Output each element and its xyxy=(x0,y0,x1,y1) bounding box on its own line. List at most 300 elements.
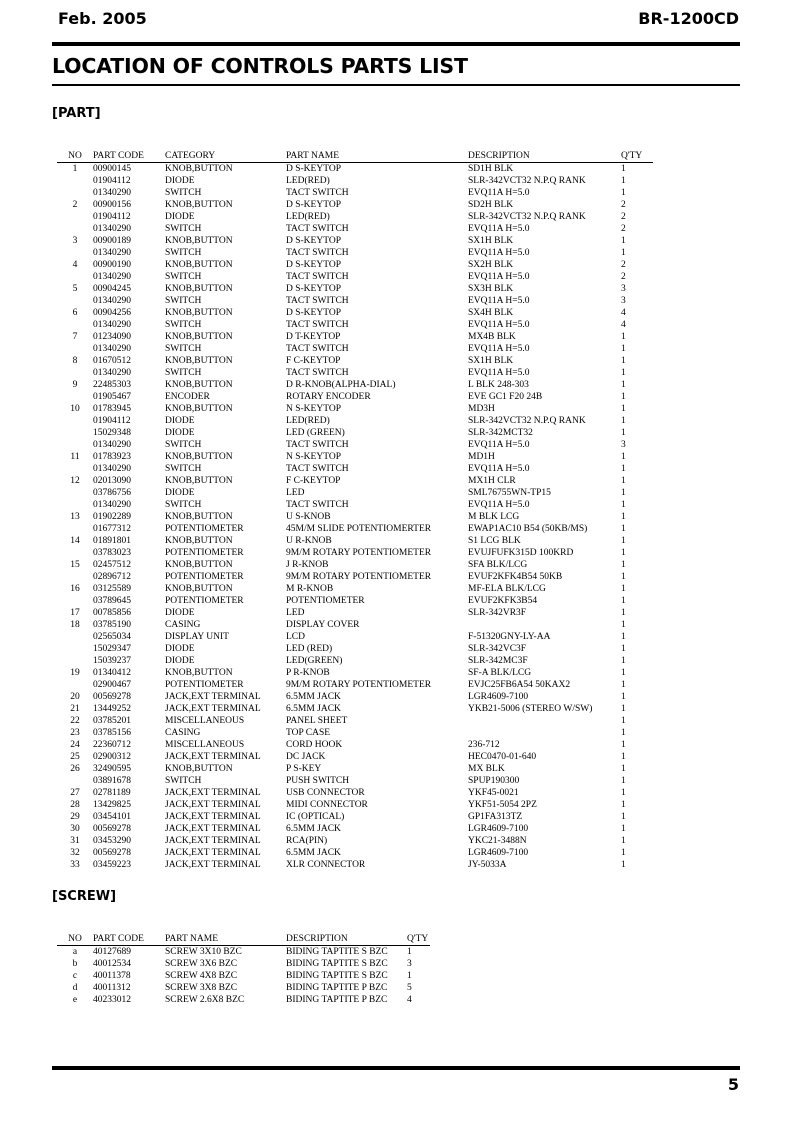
table-row xyxy=(57,763,653,775)
part-code: 00785856 xyxy=(93,608,131,618)
part-name: PUSH SWITCH xyxy=(286,776,350,786)
table-row xyxy=(57,970,430,982)
screw-table-header xyxy=(57,933,430,946)
category: KNOB,BUTTON xyxy=(165,512,233,522)
qty: 1 xyxy=(621,668,626,678)
qty: 1 xyxy=(621,836,626,846)
table-row xyxy=(57,994,430,1006)
description: SLR-342MC3F xyxy=(468,656,528,666)
qty: 1 xyxy=(621,752,626,762)
table-row xyxy=(57,211,653,223)
part-code: 40233012 xyxy=(93,995,131,1005)
category: POTENTIOMETER xyxy=(165,548,244,558)
description: EWAP1AC10 B54 (50KB/MS) xyxy=(468,524,588,534)
description: SF-A BLK/LCG xyxy=(468,668,532,678)
table-row xyxy=(57,499,653,511)
description: BIDING TAPTITE P BZC xyxy=(286,983,388,993)
qty: 3 xyxy=(621,284,626,294)
description: M BLK LCG xyxy=(468,512,520,522)
part-code: 01340290 xyxy=(93,344,131,354)
qty: 1 xyxy=(621,764,626,774)
row-no: 14 xyxy=(70,536,80,546)
table-row xyxy=(57,823,653,835)
table-row xyxy=(57,631,653,643)
category: KNOB,BUTTON xyxy=(165,200,233,210)
part-name: LCD xyxy=(286,632,305,642)
table-row xyxy=(57,403,653,415)
part-name: RCA(PIN) xyxy=(286,836,328,846)
part-name: U S-KNOB xyxy=(286,512,331,522)
table-row xyxy=(57,691,653,703)
column-header: PART NAME xyxy=(165,933,286,946)
table-row xyxy=(57,163,653,176)
table-row xyxy=(57,655,653,667)
row-no: e xyxy=(72,995,78,1005)
part-code: 01340290 xyxy=(93,440,131,450)
description: EVQ11A H=5.0 xyxy=(468,248,530,258)
category: JACK,EXT TERMINAL xyxy=(165,788,261,798)
qty: 1 xyxy=(621,608,626,618)
part-name: USB CONNECTOR xyxy=(286,788,365,798)
category: KNOB,BUTTON xyxy=(165,668,233,678)
category: SWITCH xyxy=(165,368,202,378)
category: KNOB,BUTTON xyxy=(165,452,233,462)
part-code: 40012534 xyxy=(93,959,131,969)
part-name: 9M/M ROTARY POTENTIOMETER xyxy=(286,572,432,582)
category: JACK,EXT TERMINAL xyxy=(165,848,261,858)
category: DIODE xyxy=(165,656,195,666)
table-row xyxy=(57,175,653,187)
table-row xyxy=(57,679,653,691)
part-code: 15029348 xyxy=(93,428,131,438)
table-row xyxy=(57,619,653,631)
row-no xyxy=(57,223,93,235)
row-no xyxy=(57,295,93,307)
qty: 1 xyxy=(621,512,626,522)
table-row xyxy=(57,751,653,763)
part-name: 6.5MM JACK xyxy=(286,692,341,702)
description: EVQ11A H=5.0 xyxy=(468,344,530,354)
part-name: N S-KEYTOP xyxy=(286,452,341,462)
table-row xyxy=(57,571,653,583)
part-code: 01904112 xyxy=(93,212,131,222)
table-row xyxy=(57,343,653,355)
qty: 1 xyxy=(621,812,626,822)
description: SX1H BLK xyxy=(468,236,514,246)
qty: 1 xyxy=(621,560,626,570)
qty: 1 xyxy=(621,404,626,414)
qty: 1 xyxy=(621,332,626,342)
description: MX4B BLK xyxy=(468,332,516,342)
table-row xyxy=(57,475,653,487)
description xyxy=(468,727,621,739)
row-no: 20 xyxy=(70,692,80,702)
category: ENCODER xyxy=(165,392,210,402)
category: SWITCH xyxy=(165,500,202,510)
title-rule xyxy=(52,84,740,86)
table-row xyxy=(57,187,653,199)
category: KNOB,BUTTON xyxy=(165,260,233,270)
table-row xyxy=(57,331,653,343)
description: SX4H BLK xyxy=(468,308,514,318)
part-name: J R-KNOB xyxy=(286,560,329,570)
qty: 4 xyxy=(407,995,412,1005)
category: KNOB,BUTTON xyxy=(165,284,233,294)
description: YKB21-5006 (STEREO W/SW) xyxy=(468,704,593,714)
description: SD2H BLK xyxy=(468,200,514,210)
part-name: F C-KEYTOP xyxy=(286,476,341,486)
category: JACK,EXT TERMINAL xyxy=(165,692,261,702)
qty: 1 xyxy=(621,164,626,174)
description: LGR4609-7100 xyxy=(468,848,529,858)
part-name: 6.5MM JACK xyxy=(286,848,341,858)
row-no: 24 xyxy=(70,740,80,750)
qty: 1 xyxy=(621,620,626,630)
table-row xyxy=(57,415,653,427)
row-no xyxy=(57,463,93,475)
qty: 1 xyxy=(621,464,626,474)
category: JACK,EXT TERMINAL xyxy=(165,860,261,870)
part-code: 03891678 xyxy=(93,776,131,786)
part-code: 02900312 xyxy=(93,752,131,762)
description: BIDING TAPTITE S BZC xyxy=(286,971,388,981)
part-code: 00900190 xyxy=(93,260,131,270)
description: EVQ11A H=5.0 xyxy=(468,188,530,198)
qty: 1 xyxy=(621,644,626,654)
part-code: 01905467 xyxy=(93,392,131,402)
category: SWITCH xyxy=(165,776,202,786)
row-no xyxy=(57,499,93,511)
qty: 2 xyxy=(621,272,626,282)
row-no: 18 xyxy=(70,620,80,630)
part-name: SCREW 3X6 BZC xyxy=(165,959,238,969)
qty: 1 xyxy=(621,236,626,246)
part-code: 01677312 xyxy=(93,524,131,534)
category: KNOB,BUTTON xyxy=(165,584,233,594)
row-no: a xyxy=(72,947,78,957)
table-row xyxy=(57,811,653,823)
table-row xyxy=(57,511,653,523)
table-row xyxy=(57,847,653,859)
category: POTENTIOMETER xyxy=(165,680,244,690)
table-row xyxy=(57,946,430,959)
description: SLR-342MCT32 xyxy=(468,428,533,438)
part-name: PANEL SHEET xyxy=(286,716,348,726)
description: SX2H BLK xyxy=(468,260,514,270)
part-name: D R-KNOB(ALPHA-DIAL) xyxy=(286,380,396,390)
description: EVUF2KFK4B54 50KB xyxy=(468,572,563,582)
part-code: 00904256 xyxy=(93,308,131,318)
part-code: 02781189 xyxy=(93,788,131,798)
qty: 1 xyxy=(621,380,626,390)
category: DIODE xyxy=(165,608,195,618)
part-code: 15039237 xyxy=(93,656,131,666)
category: DIODE xyxy=(165,488,195,498)
qty: 3 xyxy=(621,440,626,450)
row-no xyxy=(57,175,93,187)
category: KNOB,BUTTON xyxy=(165,380,233,390)
description: LGR4609-7100 xyxy=(468,824,529,834)
footer-rule xyxy=(52,1066,740,1070)
qty: 1 xyxy=(621,248,626,258)
part-code: 01783945 xyxy=(93,404,131,414)
category: SWITCH xyxy=(165,272,202,282)
part-code: 02013090 xyxy=(93,476,131,486)
part-name: TOP CASE xyxy=(286,728,331,738)
table-row xyxy=(57,283,653,295)
header-date: Feb. 2005 xyxy=(58,9,147,28)
table-row xyxy=(57,667,653,679)
part-code: 03459223 xyxy=(93,860,131,870)
category: DISPLAY UNIT xyxy=(165,632,229,642)
description: EVQ11A H=5.0 xyxy=(468,296,530,306)
description: S1 LCG BLK xyxy=(468,536,521,546)
part-name: SCREW 2.6X8 BZC xyxy=(165,995,245,1005)
part-name: CORD HOOK xyxy=(286,740,343,750)
qty: 1 xyxy=(621,344,626,354)
part-code: 01902289 xyxy=(93,512,131,522)
category: KNOB,BUTTON xyxy=(165,356,233,366)
part-code: 13449252 xyxy=(93,704,131,714)
description: SPUP190300 xyxy=(468,776,520,786)
part-name: TACT SWITCH xyxy=(286,500,349,510)
table-row xyxy=(57,259,653,271)
part-code: 03783023 xyxy=(93,548,131,558)
table-row xyxy=(57,535,653,547)
part-code: 03454101 xyxy=(93,812,131,822)
description: SFA BLK/LCG xyxy=(468,560,528,570)
column-header: PART NAME xyxy=(286,150,468,163)
row-no xyxy=(57,547,93,559)
category: JACK,EXT TERMINAL xyxy=(165,800,261,810)
qty: 1 xyxy=(621,692,626,702)
table-row xyxy=(57,739,653,751)
row-no: 33 xyxy=(70,860,80,870)
table-row xyxy=(57,307,653,319)
description: SLR-342VR3F xyxy=(468,608,527,618)
qty: 2 xyxy=(621,260,626,270)
row-no: 8 xyxy=(72,356,78,366)
table-row xyxy=(57,643,653,655)
table-row xyxy=(57,859,653,871)
part-name: TACT SWITCH xyxy=(286,272,349,282)
description: BIDING TAPTITE P BZC xyxy=(286,995,388,1005)
description: JY-5033A xyxy=(468,860,507,870)
category: SWITCH xyxy=(165,464,202,474)
qty: 4 xyxy=(621,308,626,318)
table-row xyxy=(57,223,653,235)
description: SLR-342VCT32 N.P.Q RANK xyxy=(468,416,586,426)
part-table-header xyxy=(57,150,653,163)
row-no: 7 xyxy=(72,332,78,342)
row-no: 15 xyxy=(70,560,80,570)
qty: 1 xyxy=(621,572,626,582)
part-name: LED(RED) xyxy=(286,176,330,186)
category: KNOB,BUTTON xyxy=(165,308,233,318)
column-header: PART CODE xyxy=(93,150,165,163)
qty: 2 xyxy=(621,224,626,234)
category: KNOB,BUTTON xyxy=(165,476,233,486)
part-name: D S-KEYTOP xyxy=(286,308,341,318)
part-name: DC JACK xyxy=(286,752,326,762)
description: L BLK 248-303 xyxy=(468,380,529,390)
category: SWITCH xyxy=(165,296,202,306)
part-code: 40127689 xyxy=(93,947,131,957)
table-row xyxy=(57,958,430,970)
qty: 1 xyxy=(621,728,626,738)
table-row xyxy=(57,355,653,367)
row-no xyxy=(57,439,93,451)
category: POTENTIOMETER xyxy=(165,524,244,534)
part-name: TACT SWITCH xyxy=(286,320,349,330)
column-header: NO xyxy=(57,933,93,946)
description: LGR4609-7100 xyxy=(468,692,529,702)
category: KNOB,BUTTON xyxy=(165,332,233,342)
part-name: LED xyxy=(286,488,305,498)
part-code: 03789645 xyxy=(93,596,131,606)
part-code: 00904245 xyxy=(93,284,131,294)
part-name: LED(RED) xyxy=(286,212,330,222)
part-code: 03453290 xyxy=(93,836,131,846)
table-row xyxy=(57,463,653,475)
row-no: 25 xyxy=(70,752,80,762)
part-name: TACT SWITCH xyxy=(286,248,349,258)
qty: 1 xyxy=(621,824,626,834)
header-model: BR-1200CD xyxy=(638,9,739,28)
part-code: 40011378 xyxy=(93,971,131,981)
row-no: 17 xyxy=(70,608,80,618)
part-code: 02565034 xyxy=(93,632,131,642)
table-row xyxy=(57,799,653,811)
category: KNOB,BUTTON xyxy=(165,764,233,774)
qty: 1 xyxy=(407,971,412,981)
part-code: 03786756 xyxy=(93,488,131,498)
table-row xyxy=(57,787,653,799)
part-name: SCREW 3X10 BZC xyxy=(165,947,242,957)
part-name: IC (OPTICAL) xyxy=(286,812,345,822)
qty: 1 xyxy=(621,716,626,726)
description: SML76755WN-TP15 xyxy=(468,488,551,498)
table-row xyxy=(57,595,653,607)
part-code: 00569278 xyxy=(93,848,131,858)
part-name: TACT SWITCH xyxy=(286,464,349,474)
column-header: CATEGORY xyxy=(165,150,286,163)
part-code: 00900156 xyxy=(93,200,131,210)
part-name: D T-KEYTOP xyxy=(286,332,341,342)
part-name: 6.5MM JACK xyxy=(286,824,341,834)
part-name: 9M/M ROTARY POTENTIOMETER xyxy=(286,548,432,558)
row-no xyxy=(57,571,93,583)
part-name: TACT SWITCH xyxy=(286,296,349,306)
part-name: TACT SWITCH xyxy=(286,188,349,198)
qty: 1 xyxy=(621,584,626,594)
column-header: DESCRIPTION xyxy=(468,150,621,163)
description: EVUJFUFK315D 100KRD xyxy=(468,548,574,558)
table-row xyxy=(57,775,653,787)
description: SLR-342VCT32 N.P.Q RANK xyxy=(468,176,586,186)
description: MX1H CLR xyxy=(468,476,516,486)
page-title: LOCATION OF CONTROLS PARTS LIST xyxy=(52,54,468,78)
category: DIODE xyxy=(165,416,195,426)
part-name: U R-KNOB xyxy=(286,536,332,546)
qty: 1 xyxy=(621,740,626,750)
table-row xyxy=(57,523,653,535)
table-row xyxy=(57,559,653,571)
row-no xyxy=(57,211,93,223)
qty: 1 xyxy=(621,632,626,642)
qty: 1 xyxy=(621,800,626,810)
row-no: 11 xyxy=(70,452,80,462)
description xyxy=(468,715,621,727)
description: EVQ11A H=5.0 xyxy=(468,272,530,282)
table-row xyxy=(57,367,653,379)
part-name: D S-KEYTOP xyxy=(286,236,341,246)
table-row xyxy=(57,235,653,247)
row-no: 6 xyxy=(72,308,78,318)
part-name: LED(RED) xyxy=(286,416,330,426)
screw-table xyxy=(57,933,430,1006)
row-no xyxy=(57,415,93,427)
row-no: 9 xyxy=(72,380,78,390)
category: JACK,EXT TERMINAL xyxy=(165,836,261,846)
part-name: P S-KEY xyxy=(286,764,322,774)
row-no xyxy=(57,319,93,331)
qty: 1 xyxy=(621,188,626,198)
part-name: M R-KNOB xyxy=(286,584,334,594)
qty: 1 xyxy=(407,947,412,957)
qty: 1 xyxy=(621,596,626,606)
table-row xyxy=(57,199,653,211)
part-code: 01340290 xyxy=(93,368,131,378)
part-code: 01340412 xyxy=(93,668,131,678)
part-code: 40011312 xyxy=(93,983,131,993)
part-code: 00569278 xyxy=(93,692,131,702)
description: SX3H BLK xyxy=(468,284,514,294)
row-no: d xyxy=(72,983,78,993)
category: SWITCH xyxy=(165,344,202,354)
qty: 1 xyxy=(621,416,626,426)
row-no: 28 xyxy=(70,800,80,810)
part-name: P R-KNOB xyxy=(286,668,330,678)
part-code: 03785156 xyxy=(93,728,131,738)
part-code: 13429825 xyxy=(93,800,131,810)
qty: 1 xyxy=(621,656,626,666)
part-name: LED(GREEN) xyxy=(286,656,343,666)
category: SWITCH xyxy=(165,224,202,234)
row-no: 27 xyxy=(70,788,80,798)
table-row xyxy=(57,391,653,403)
part-name: 9M/M ROTARY POTENTIOMETER xyxy=(286,680,432,690)
qty: 1 xyxy=(621,776,626,786)
part-name: LED (RED) xyxy=(286,644,333,654)
column-header: DESCRIPTION xyxy=(286,933,407,946)
qty: 1 xyxy=(621,680,626,690)
row-no: 2 xyxy=(72,200,78,210)
part-code: 01234090 xyxy=(93,332,131,342)
row-no xyxy=(57,679,93,691)
part-code: 01783923 xyxy=(93,452,131,462)
table-row xyxy=(57,487,653,499)
category: JACK,EXT TERMINAL xyxy=(165,752,261,762)
description: BIDING TAPTITE S BZC xyxy=(286,947,388,957)
category: KNOB,BUTTON xyxy=(165,404,233,414)
column-header: Q'TY xyxy=(407,934,429,944)
description: EVQ11A H=5.0 xyxy=(468,500,530,510)
description: 236-712 xyxy=(468,740,500,750)
qty: 2 xyxy=(621,200,626,210)
qty: 1 xyxy=(621,176,626,186)
category: JACK,EXT TERMINAL xyxy=(165,704,261,714)
